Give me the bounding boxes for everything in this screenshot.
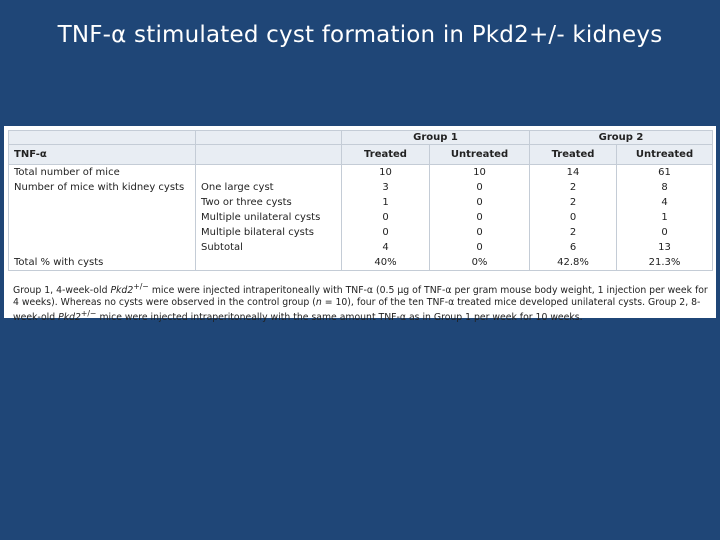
row-label: Number of mice with kidney cysts <box>9 180 196 195</box>
caption-gene: Pkd2 <box>58 312 81 324</box>
row-sublabel: Multiple bilateral cysts <box>196 225 342 240</box>
value-cell: 3 <box>342 180 430 195</box>
table-figure <box>4 126 716 324</box>
group-2-header: Group 2 <box>530 131 713 145</box>
value-cell: 6 <box>530 240 617 255</box>
caption-text: mice were injected intraperitoneally with the same amount TNF-α as in Group 1 per week for 10 weeks. <box>96 312 583 324</box>
column-header: Treated <box>530 145 617 165</box>
header-empty-cell <box>196 145 342 165</box>
value-cell: 40% <box>342 255 430 271</box>
row-sublabel <box>196 165 342 181</box>
value-cell: 13 <box>617 240 713 255</box>
value-cell: 61 <box>617 165 713 181</box>
table-row <box>9 210 713 225</box>
value-cell: 4 <box>342 240 430 255</box>
table-row <box>9 195 713 210</box>
value-cell: 0 <box>430 210 530 225</box>
value-cell: 10 <box>430 165 530 181</box>
row-label: Total % with cysts <box>9 255 196 271</box>
caption-genotype: +/− <box>80 309 97 319</box>
value-cell: 0 <box>430 225 530 240</box>
row-label: Total number of mice <box>9 165 196 181</box>
row-label <box>9 210 196 225</box>
row-label <box>9 195 196 210</box>
value-cell: 0 <box>342 225 430 240</box>
header-empty-cell <box>196 131 342 145</box>
column-header: Untreated <box>430 145 530 165</box>
caption-text: mice were injected intraperitoneally with TNF-α (0.5 µg of TNF-α per gram mouse body weight, 1 injection per week for 4 weeks). Whereas no cysts were observed in the control group ( <box>13 285 708 308</box>
row-sublabel <box>196 255 342 271</box>
header-empty-cell <box>9 131 196 145</box>
group-header-row <box>9 131 713 145</box>
value-cell: 1 <box>342 195 430 210</box>
value-cell: 0% <box>430 255 530 271</box>
value-cell: 10 <box>342 165 430 181</box>
row-sublabel: Multiple unilateral cysts <box>196 210 342 225</box>
table-row <box>9 255 713 271</box>
table-caption <box>13 281 713 324</box>
caption-gene: Pkd2 <box>110 285 134 297</box>
value-cell: 2 <box>530 195 617 210</box>
value-cell: 14 <box>530 165 617 181</box>
value-cell: 0 <box>430 240 530 255</box>
row-sublabel: One large cyst <box>196 180 342 195</box>
value-cell: 8 <box>617 180 713 195</box>
table-body <box>9 165 713 271</box>
row-sublabel: Subtotal <box>196 240 342 255</box>
value-cell: 2 <box>530 225 617 240</box>
column-header: Untreated <box>617 145 713 165</box>
value-cell: 0 <box>342 210 430 225</box>
tnf-header-label: TNF-α <box>9 145 196 165</box>
value-cell: 0 <box>617 225 713 240</box>
value-cell: 0 <box>530 210 617 225</box>
caption-n-label: n <box>315 296 322 308</box>
value-cell: 4 <box>617 195 713 210</box>
table-row <box>9 240 713 255</box>
value-cell: 2 <box>530 180 617 195</box>
row-label <box>9 225 196 240</box>
row-label <box>9 240 196 255</box>
value-cell: 0 <box>430 180 530 195</box>
row-sublabel: Two or three cysts <box>196 195 342 210</box>
caption-genotype: +/− <box>133 282 149 291</box>
value-cell: 21.3% <box>617 255 713 271</box>
cyst-formation-table <box>8 130 713 271</box>
value-cell: 42.8% <box>530 255 617 271</box>
column-header: Treated <box>342 145 430 165</box>
table-row <box>9 225 713 240</box>
group-1-header: Group 1 <box>342 131 530 145</box>
table-row <box>9 180 713 195</box>
table-row <box>9 165 713 181</box>
column-header-row <box>9 145 713 165</box>
value-cell: 0 <box>430 195 530 210</box>
slide-title: TNF-α stimulated cyst formation in Pkd2+/- kidneys <box>57 22 663 48</box>
caption-text: Group 1, 4-week-old <box>13 285 111 297</box>
value-cell: 1 <box>617 210 713 225</box>
caption-text: = 10), four of the ten TNF-α treated mice developed unilateral cysts. Group 2, 8-week-old <box>13 296 701 324</box>
